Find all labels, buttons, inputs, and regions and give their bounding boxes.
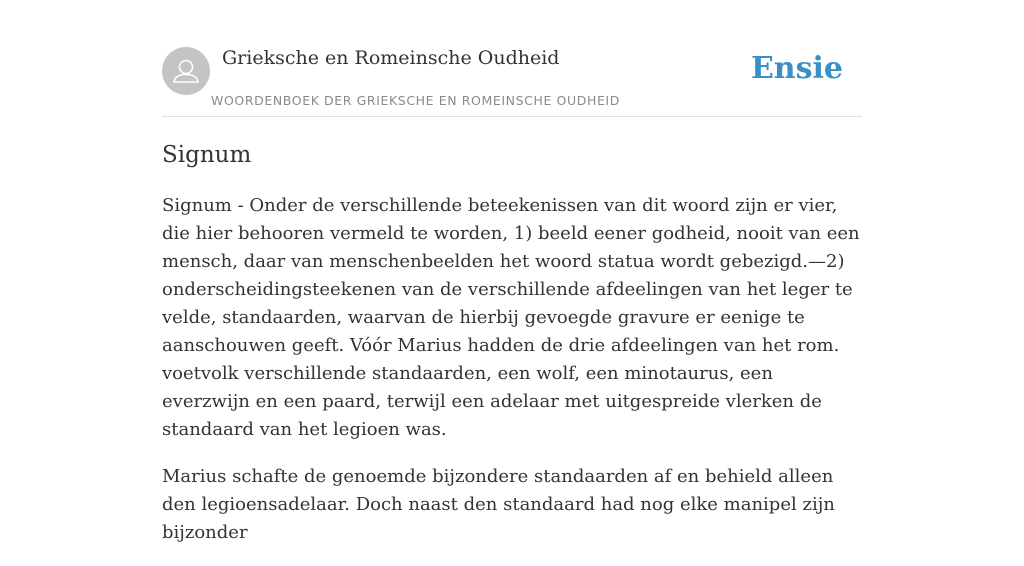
page-container [162, 0, 862, 543]
entry-body [162, 192, 862, 566]
entry-paragraph: Signum - Onder de verschillende beteekenissen van dit woord zijn er vier, die hier behooren vermeld te worden, 1) beeld eener godheid, nooit van een mensch, daar van menschenbeelden het woord statua wordt gebezigd.—2) onderscheidingsteekenen van de verschillende afdeelingen van het leger te velde, standaarden, waarvan de hierbij gevoegde gravure er eenige te aanschouwen geeft. Vóór Marius hadden de drie afdeelingen van het rom. voetvolk verschillende standaarden, een wolf, een minotaurus, een everzwijn en een paard, terwijl een adelaar met uitgespreide vlerken de standaard van het legioen was. [162, 195, 860, 440]
ensie-logo[interactable]: Ensie [750, 51, 843, 86]
source-header [162, 0, 862, 117]
entry-title: Signum [162, 142, 252, 168]
user-placeholder-icon[interactable] [162, 47, 210, 95]
source-subtitle[interactable]: WOORDENBOEK DER GRIEKSCHE EN ROMEINSCHE OUDHEID [211, 93, 620, 108]
source-title[interactable]: Grieksche en Romeinsche Oudheid [222, 47, 560, 69]
entry-paragraph: Marius schafte de genoemde bijzondere standaarden af en behield alleen den legioensadelaar. Doch naast den standaard had nog elke manipel zijn bijzonder [162, 466, 835, 543]
